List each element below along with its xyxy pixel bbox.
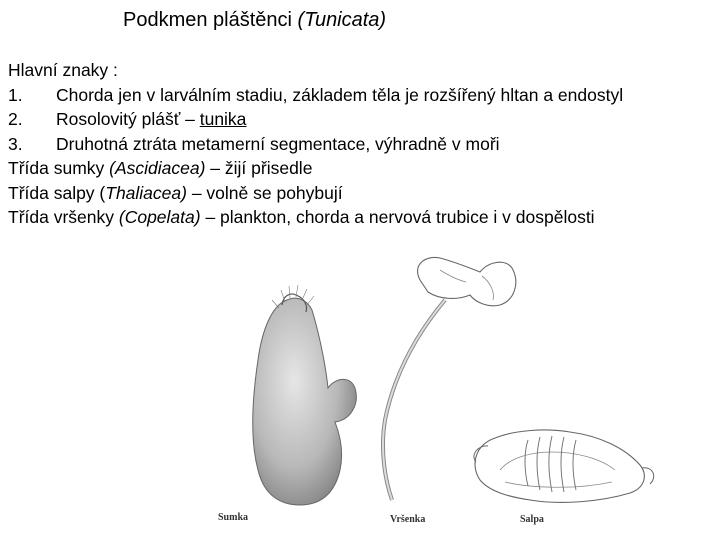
feature-text: Rosolovitý plášť –: [56, 109, 200, 129]
salpa-siphon: [474, 446, 654, 484]
feature-number: 2.: [8, 109, 23, 129]
salpa-inner: [500, 452, 615, 487]
feature-number: 3.: [8, 133, 23, 154]
sumka-body: [253, 298, 357, 505]
class-latin: (Copelata): [118, 207, 201, 227]
salpa-body: [475, 430, 644, 502]
tunika-term: tunika: [199, 109, 247, 129]
caption-salpa: Salpa: [520, 514, 544, 525]
heading: Hlavní znaky :: [8, 60, 118, 80]
feature-text: Chorda jen v larválním stadiu, základem těla je rozšířený hltan a endostyl: [56, 84, 624, 105]
feature-number: 1.: [8, 84, 23, 105]
vrsenka-tail: [383, 300, 445, 500]
class-prefix: Třída salpy (: [8, 182, 106, 203]
vrsenka-detail: [440, 270, 493, 300]
salpa-muscle-bands: [525, 436, 576, 492]
class-suffix: – volně se pohybují: [186, 182, 343, 203]
caption-vrsenka: Vršenka: [390, 514, 426, 525]
class-latin: Thaliacea): [105, 182, 187, 203]
vrsenka-drawing: [383, 257, 516, 500]
vrsenka-trunk: [418, 257, 516, 305]
class-prefix: Třída vršenky: [8, 207, 119, 227]
class-prefix: Třída sumky: [8, 158, 110, 178]
feature-text: Druhotná ztráta metamerní segmentace, výhradně v moři: [56, 133, 500, 154]
sumka-drawing: [253, 285, 357, 505]
class-suffix: – žijí přisedle: [205, 158, 313, 178]
title-text: Podkmen pláštěnci: [123, 9, 298, 31]
caption-sumka: Sumka: [218, 512, 249, 523]
title-latin: (Tunicata): [297, 9, 387, 31]
class-suffix: – plankton, chorda a nervová trubice i v dospělosti: [200, 207, 595, 227]
salpa-drawing: [474, 430, 654, 502]
class-latin: (Ascidiacea): [109, 158, 206, 178]
